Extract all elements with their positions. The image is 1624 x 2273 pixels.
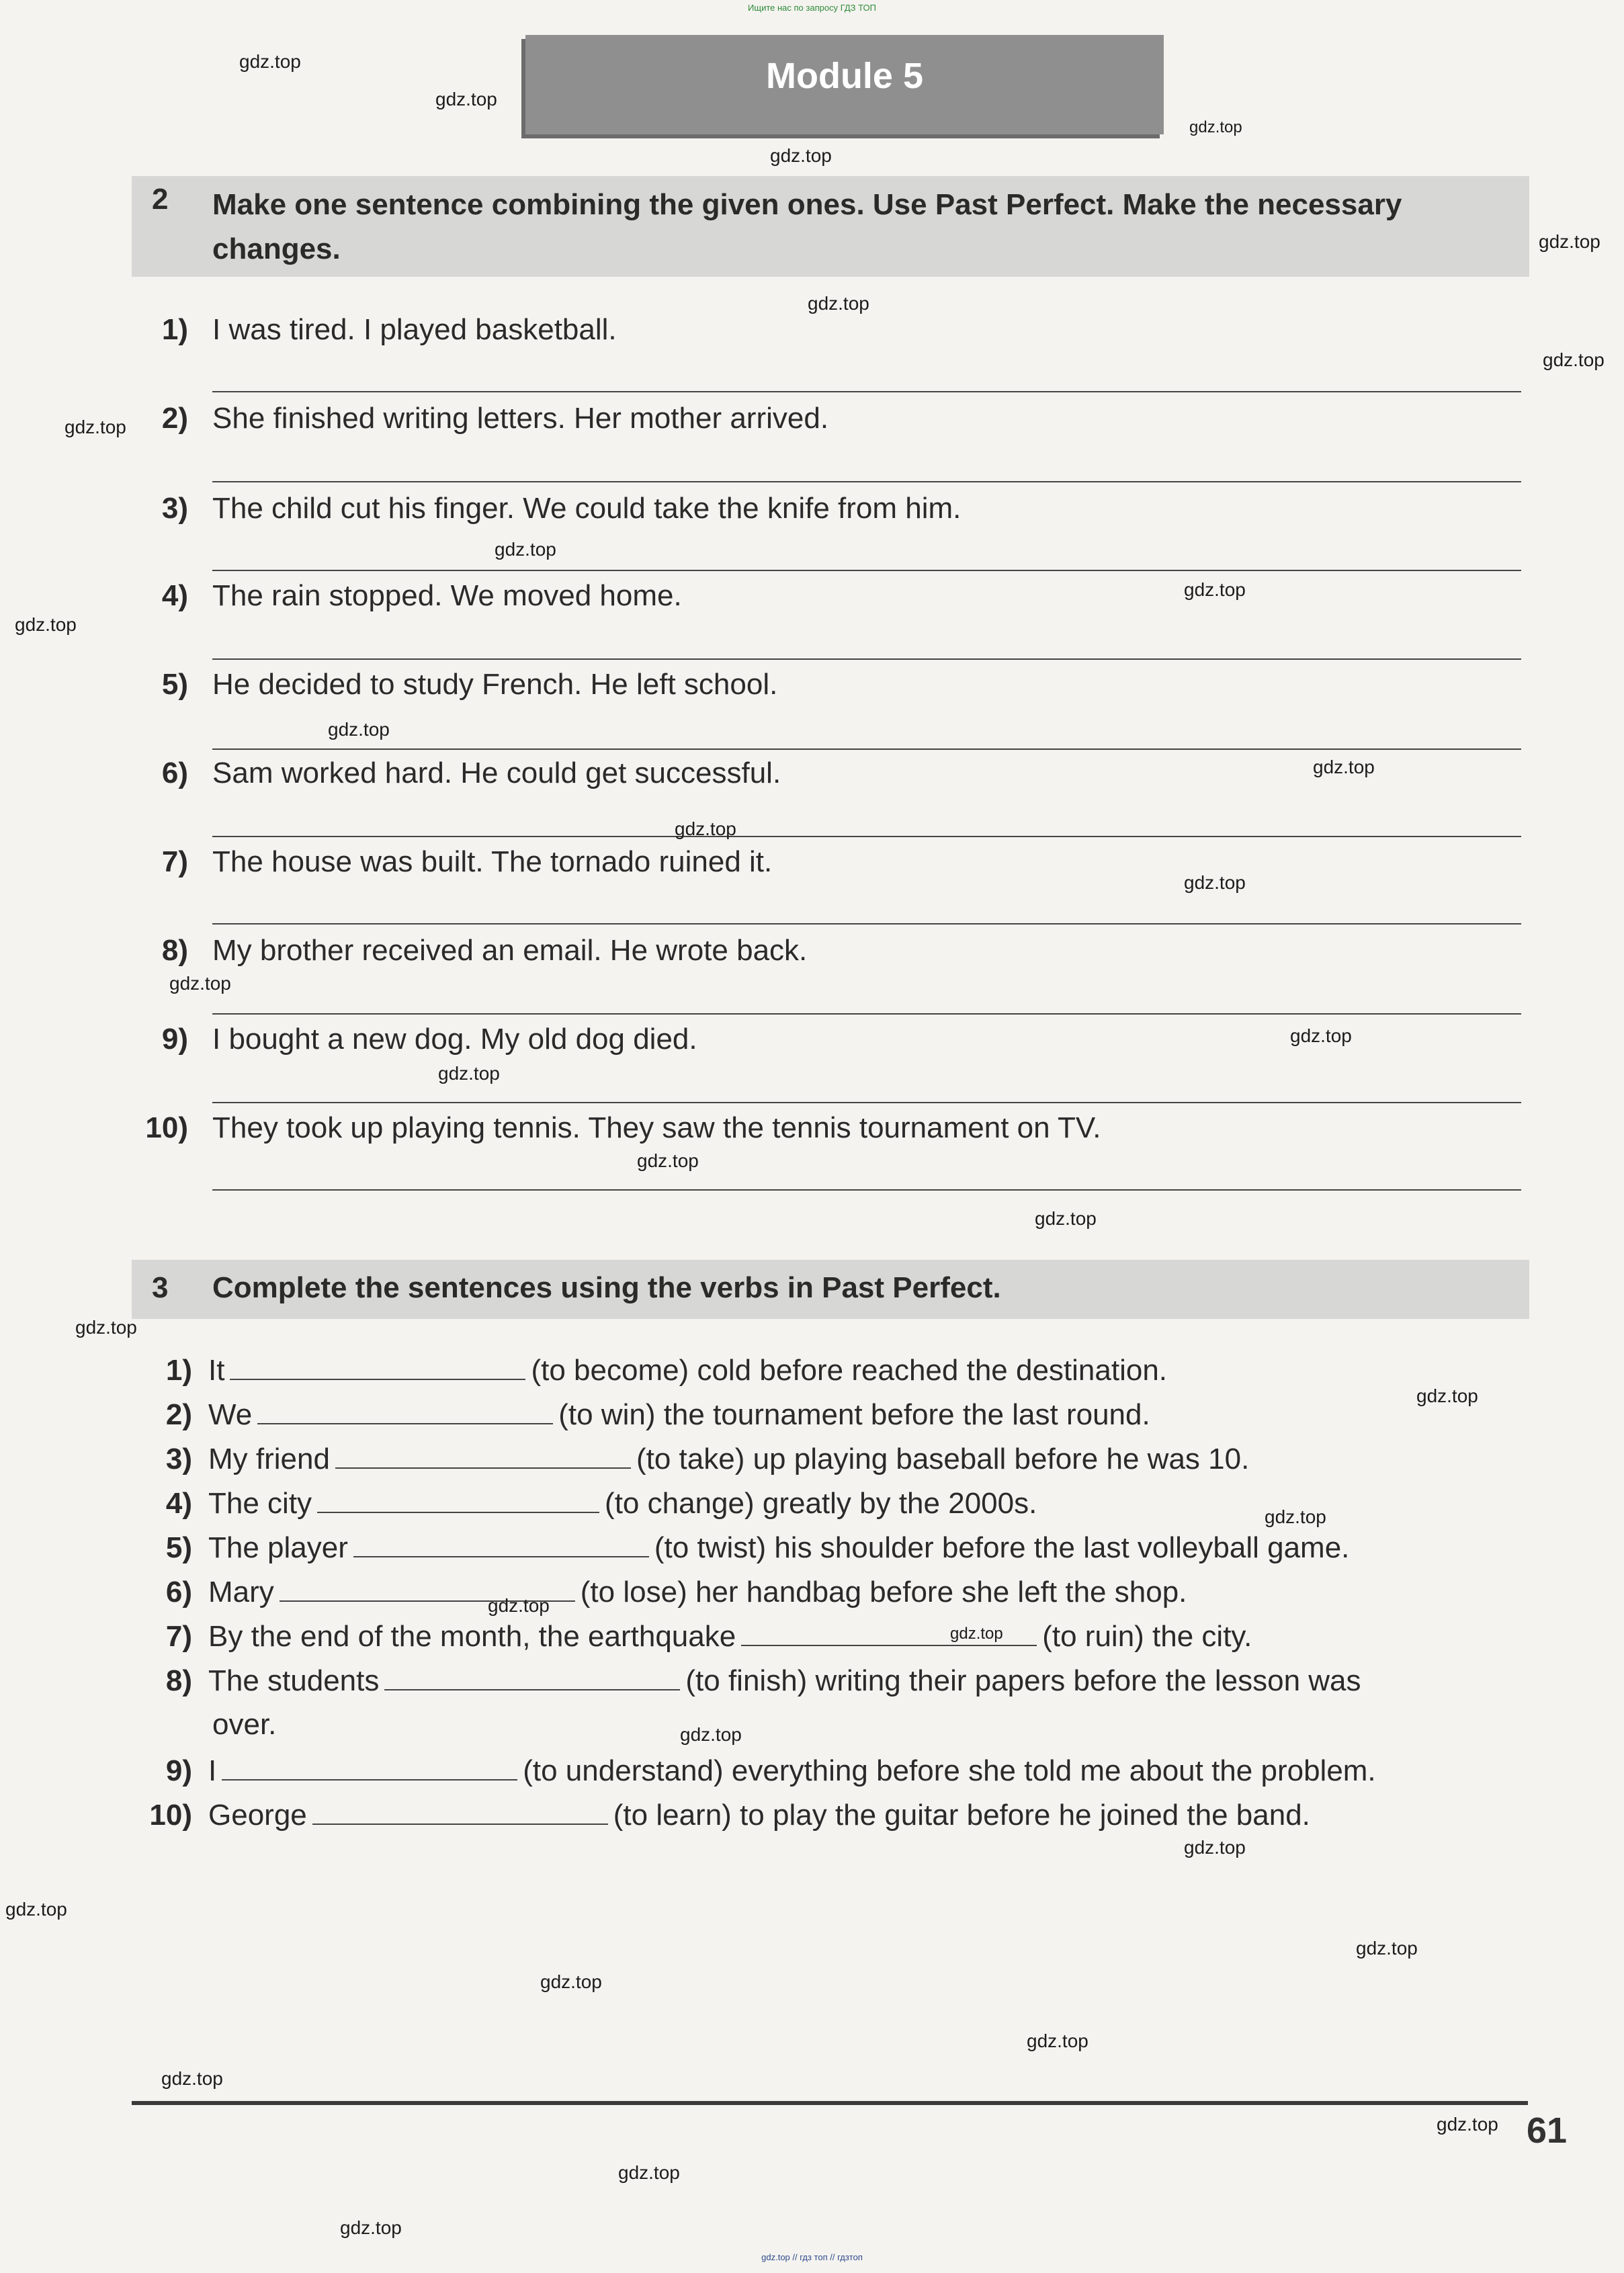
ex3-item-5-number: 5) xyxy=(165,1531,192,1564)
ex3-item-10-before: George xyxy=(208,1799,307,1832)
watermark: gdz.top xyxy=(808,293,869,314)
ex3-item-5-after: (to twist) his shoulder before the last volleyball game. xyxy=(654,1531,1350,1564)
ex3-item-1-number: 1) xyxy=(165,1354,192,1387)
ex2-item-3-number: 3) xyxy=(161,492,188,525)
watermark: gdz.top xyxy=(1184,579,1246,600)
ex3-item-1 xyxy=(132,1353,1543,1387)
ex2-item-9-number: 9) xyxy=(161,1023,188,1056)
exercise-2-number: 2 xyxy=(152,183,169,216)
ex2-item-3-answer-line[interactable] xyxy=(212,570,1521,571)
ex3-item-2-before: We xyxy=(208,1398,253,1431)
watermark: gdz.top xyxy=(540,1971,602,1992)
ex2-item-4-text: The rain stopped. We moved home. xyxy=(212,579,682,612)
watermark: gdz.top xyxy=(65,417,126,437)
watermark: gdz.top xyxy=(675,818,736,839)
watermark: gdz.top xyxy=(1416,1385,1478,1406)
ex2-item-5-answer-line[interactable] xyxy=(212,748,1521,750)
ex3-item-7-after: (to ruin) the city. xyxy=(1042,1620,1252,1653)
watermark: gdz.top xyxy=(1189,118,1242,136)
ex3-item-7 xyxy=(132,1619,1543,1654)
ex3-item-3 xyxy=(132,1442,1543,1476)
ex3-item-6-after: (to lose) her handbag before she left the shop. xyxy=(580,1576,1187,1609)
ex2-item-9-text: I bought a new dog. My old dog died. xyxy=(212,1023,697,1056)
ex3-item-1-after: (to become) cold before reached the destination. xyxy=(531,1354,1168,1387)
ex3-item-3-after: (to take) up playing baseball before he was 10. xyxy=(636,1443,1250,1475)
watermark: gdz.top xyxy=(5,1899,67,1920)
watermark: gdz.top xyxy=(495,539,556,560)
watermark: gdz.top xyxy=(1035,1208,1097,1229)
ex2-item-10-answer-line[interactable] xyxy=(212,1189,1521,1191)
ex2-item-7-text: The house was built. The tornado ruined it. xyxy=(212,845,773,878)
ex3-item-8-continuation xyxy=(212,1708,1623,1742)
ex3-item-3-before: My friend xyxy=(208,1443,330,1475)
watermark: gdz.top xyxy=(340,2217,402,2238)
watermark: gdz.top xyxy=(680,1724,742,1745)
bottom-note[interactable]: gdz.top // гдз топ // гдзтоп xyxy=(761,2252,863,2262)
ex3-item-10-after: (to learn) to play the guitar before he joined the band. xyxy=(613,1799,1310,1832)
watermark: gdz.top xyxy=(1543,349,1605,370)
ex3-item-10-number: 10) xyxy=(149,1799,192,1832)
ex3-item-9-before: I xyxy=(208,1754,217,1787)
watermark: gdz.top xyxy=(1437,2114,1498,2135)
watermark: gdz.top xyxy=(1313,757,1375,777)
ex2-item-9-answer-line[interactable] xyxy=(212,1102,1521,1103)
module-title: Module 5 xyxy=(765,56,923,96)
top-note[interactable]: Ищите нас по запросу ГДЗ ТОП xyxy=(748,3,876,13)
watermark: gdz.top xyxy=(75,1317,137,1338)
ex3-item-2-number: 2) xyxy=(165,1398,192,1431)
ex3-item-1-before: It xyxy=(208,1354,225,1387)
ex2-item-3-text: The child cut his finger. We could take the knife from him. xyxy=(212,492,961,525)
ex3-item-9-number: 9) xyxy=(165,1754,192,1787)
ex3-item-4 xyxy=(132,1486,1543,1520)
ex3-item-10 xyxy=(132,1798,1543,1832)
watermark: gdz.top xyxy=(1027,2030,1088,2051)
ex3-item-5 xyxy=(132,1531,1543,1565)
ex3-item-2-blank[interactable] xyxy=(257,1398,553,1424)
watermark: gdz.top xyxy=(435,89,497,110)
watermark: gdz.top xyxy=(1184,872,1246,893)
ex3-item-8-number: 8) xyxy=(165,1664,192,1697)
ex2-item-8-number: 8) xyxy=(161,934,188,967)
watermark: gdz.top xyxy=(1265,1506,1326,1527)
ex2-item-7-answer-line[interactable] xyxy=(212,923,1521,925)
ex3-item-7-before: By the end of the month, the earthquake xyxy=(208,1620,736,1653)
ex3-item-5-before: The player xyxy=(208,1531,348,1564)
ex2-item-8-answer-line[interactable] xyxy=(212,1013,1521,1015)
watermark: gdz.top xyxy=(169,973,231,994)
module-banner xyxy=(525,35,1164,134)
watermark: gdz.top xyxy=(637,1150,699,1171)
ex3-item-3-number: 3) xyxy=(165,1443,192,1475)
watermark: gdz.top xyxy=(328,719,390,740)
watermark: gdz.top xyxy=(161,2068,223,2089)
ex2-item-2-text: She finished writing letters. Her mother arrived. xyxy=(212,402,829,435)
ex2-item-4-answer-line[interactable] xyxy=(212,658,1521,660)
ex2-item-7-number: 7) xyxy=(161,845,188,878)
watermark: gdz.top xyxy=(618,2162,680,2183)
watermark: gdz.top xyxy=(438,1063,500,1084)
watermark: gdz.top xyxy=(1184,1837,1246,1858)
ex2-item-2-number: 2) xyxy=(161,402,188,435)
ex3-item-8-blank[interactable] xyxy=(384,1664,680,1690)
ex3-item-8-before: The students xyxy=(208,1664,380,1697)
ex2-item-10-number: 10) xyxy=(145,1111,188,1144)
ex3-item-6-before: Mary xyxy=(208,1576,274,1609)
watermark: gdz.top xyxy=(239,51,301,72)
ex3-item-9-blank[interactable] xyxy=(222,1754,517,1781)
watermark: gdz.top xyxy=(1356,1938,1418,1959)
exercise-3-title: Complete the sentences using the verbs in Past Perfect. xyxy=(212,1271,1001,1304)
ex2-item-6-answer-line[interactable] xyxy=(212,836,1521,837)
ex2-item-6-number: 6) xyxy=(161,757,188,789)
watermark: gdz.top xyxy=(1290,1025,1352,1046)
ex3-item-8 xyxy=(132,1664,1543,1698)
watermark: gdz.top xyxy=(1539,231,1600,252)
ex3-item-2-after: (to win) the tournament before the last round. xyxy=(558,1398,1150,1431)
ex3-item-5-blank[interactable] xyxy=(353,1531,649,1557)
exercise-3-number: 3 xyxy=(152,1271,169,1304)
ex2-item-5-number: 5) xyxy=(161,668,188,701)
watermark: gdz.top xyxy=(770,145,832,166)
ex3-item-1-blank[interactable] xyxy=(230,1353,525,1380)
ex3-item-3-blank[interactable] xyxy=(335,1442,631,1469)
watermark: gdz.top xyxy=(950,1625,1003,1643)
ex3-item-6 xyxy=(132,1575,1543,1609)
ex3-item-4-after: (to change) greatly by the 2000s. xyxy=(605,1487,1037,1520)
exercise-2-title: Make one sentence combining the given ones. Use Past Perfect. Make the necessary changes. xyxy=(212,188,1402,265)
ex2-item-1-answer-line[interactable] xyxy=(212,391,1521,392)
ex3-item-4-number: 4) xyxy=(165,1487,192,1520)
ex3-item-6-number: 6) xyxy=(165,1576,192,1609)
ex2-item-4-number: 4) xyxy=(161,579,188,612)
watermark: gdz.top xyxy=(15,614,77,635)
ex2-item-1-number: 1) xyxy=(161,313,188,346)
ex2-item-10-text: They took up playing tennis. They saw the tennis tournament on TV. xyxy=(212,1111,1101,1144)
ex3-item-10-blank[interactable] xyxy=(312,1798,608,1825)
ex3-item-7-number: 7) xyxy=(165,1620,192,1653)
ex3-item-2 xyxy=(132,1398,1543,1432)
footer-rule xyxy=(132,2101,1528,2105)
ex2-item-8-text: My brother received an email. He wrote back. xyxy=(212,934,808,967)
ex3-item-9 xyxy=(132,1754,1543,1788)
ex3-item-8-cont: over. xyxy=(212,1708,277,1741)
ex2-item-2-answer-line[interactable] xyxy=(212,481,1521,482)
ex3-item-8-after: (to finish) writing their papers before the lesson was xyxy=(685,1664,1361,1697)
ex2-item-6-text: Sam worked hard. He could get successful. xyxy=(212,757,781,789)
ex3-item-4-blank[interactable] xyxy=(317,1486,599,1513)
watermark: gdz.top xyxy=(488,1595,550,1616)
page-number: 61 xyxy=(1527,2110,1568,2151)
ex2-item-1-text: I was tired. I played basketball. xyxy=(212,313,617,346)
ex2-item-5-text: He decided to study French. He left school. xyxy=(212,668,778,701)
ex3-item-4-before: The city xyxy=(208,1487,312,1520)
ex3-item-9-after: (to understand) everything before she told me about the problem. xyxy=(523,1754,1376,1787)
